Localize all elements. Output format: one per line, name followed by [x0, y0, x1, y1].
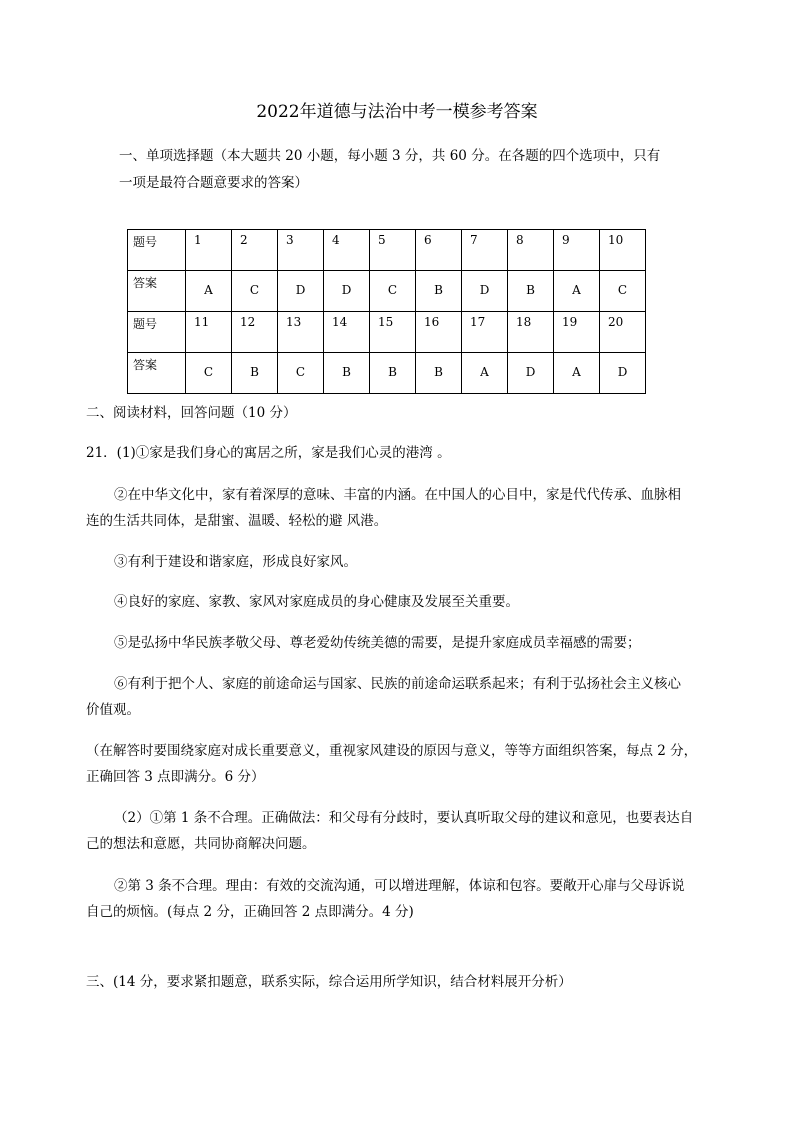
question-number-cell: 17 — [462, 312, 508, 353]
answer-row — [128, 353, 646, 394]
question-number-cell: 5 — [370, 230, 416, 271]
question-number-cell: 13 — [278, 312, 324, 353]
question-number-cell: 12 — [232, 312, 278, 353]
q21-part2-line1: （2）①第 1 条不合理。正确做法：和父母有分歧时，要认真听取父母的建议和意见，也要表达自 — [114, 810, 694, 826]
section1-instructions-line2: 一项是最符合题意要求的答案） — [119, 175, 308, 191]
q21-part2b-line2: 自己的烦恼。(每点 2 分，正确回答 2 点即满分。4 分) — [86, 904, 414, 920]
q21-answer5: ⑤是弘扬中华民族孝敬父母、尊老爱幼传统美德的需要，是提升家庭成员幸福感的需要； — [114, 635, 641, 651]
question-number-cell: 2 — [232, 230, 278, 271]
answer-cell: B — [416, 353, 462, 394]
q21-part1-answer1: 21．(1)①家是我们身心的寓居之所，家是我们心灵的港湾 。 — [86, 445, 451, 461]
question-number-label: 题号 — [128, 312, 186, 353]
answer-row — [128, 271, 646, 312]
q21-answer3: ③有利于建设和谐家庭，形成良好家风。 — [114, 554, 357, 570]
answer-cell: C — [186, 353, 232, 394]
q21-answer6-line2: 价值观。 — [86, 702, 140, 718]
question-number-cell: 11 — [186, 312, 232, 353]
answer-cell: A — [462, 353, 508, 394]
answer-cell: C — [232, 271, 278, 312]
grading-note1-line1: （在解答时要围绕家庭对成长重要意义，重视家风建设的原因与意义，等等方面组织答案，每点 2 分， — [86, 743, 698, 759]
q21-answer6-line1: ⑥有利于把个人、家庭的前途命运与国家、民族的前途命运联系起来；有利于弘扬社会主义核心 — [114, 676, 681, 692]
answer-cell: D — [462, 271, 508, 312]
section2-heading: 二、阅读材料，回答问题（10 分） — [86, 405, 297, 421]
answer-cell: A — [186, 271, 232, 312]
question-number-cell: 9 — [554, 230, 600, 271]
answer-cell: C — [600, 271, 646, 312]
answer-cell: B — [370, 353, 416, 394]
answer-cell: B — [508, 271, 554, 312]
question-number-cell: 20 — [600, 312, 646, 353]
answer-cell: D — [278, 271, 324, 312]
answer-cell: A — [554, 353, 600, 394]
answer-cell: C — [370, 271, 416, 312]
answer-label: 答案 — [128, 353, 186, 394]
answer-table — [127, 229, 646, 394]
q21-part2b-line1: ②第 3 条不合理。理由：有效的交流沟通，可以增进理解，体谅和包容。要敞开心扉与父母诉说 — [114, 878, 685, 894]
question-number-cell: 10 — [600, 230, 646, 271]
question-number-cell: 19 — [554, 312, 600, 353]
section1-instructions-line1: 一、单项选择题（本大题共 20 小题，每小题 3 分，共 60 分。在各题的四个选项中，只有 — [119, 148, 661, 164]
question-number-cell: 4 — [324, 230, 370, 271]
section3-heading: 三、(14 分，要求紧扣题意，联系实际，综合运用所学知识，结合材料展开分析） — [86, 974, 572, 990]
answer-cell: B — [416, 271, 462, 312]
question-number-cell: 6 — [416, 230, 462, 271]
answer-cell: A — [554, 271, 600, 312]
question-number-cell: 16 — [416, 312, 462, 353]
question-number-cell: 18 — [508, 312, 554, 353]
answer-cell: B — [324, 353, 370, 394]
question-number-label: 题号 — [128, 230, 186, 271]
answer-label: 答案 — [128, 271, 186, 312]
answer-cell: B — [232, 353, 278, 394]
question-number-row — [128, 312, 646, 353]
question-number-cell: 14 — [324, 312, 370, 353]
q21-answer2-line1: ②在中华文化中，家有着深厚的意味、丰富的内涵。在中国人的心目中，家是代代传承、血脉相 — [114, 487, 681, 503]
question-number-cell: 3 — [278, 230, 324, 271]
question-number-cell: 1 — [186, 230, 232, 271]
question-number-row — [128, 230, 646, 271]
question-number-cell: 7 — [462, 230, 508, 271]
answer-cell: D — [600, 353, 646, 394]
grading-note1-line2: 正确回答 3 点即满分。6 分） — [86, 769, 265, 785]
answer-cell: D — [324, 271, 370, 312]
question-number-cell: 8 — [508, 230, 554, 271]
page-title: 2022年道德与法治中考一模参考答案 — [256, 102, 538, 122]
answer-cell: D — [508, 353, 554, 394]
q21-part2-line2: 己的想法和意愿，共同协商解决问题。 — [86, 836, 316, 852]
question-number-cell: 15 — [370, 312, 416, 353]
answer-cell: C — [278, 353, 324, 394]
q21-answer2-line2: 连的生活共同体，是甜蜜、温暖、轻松的避 风港。 — [86, 513, 388, 529]
q21-answer4: ④良好的家庭、家教、家风对家庭成员的身心健康及发展至关重要。 — [114, 594, 519, 610]
